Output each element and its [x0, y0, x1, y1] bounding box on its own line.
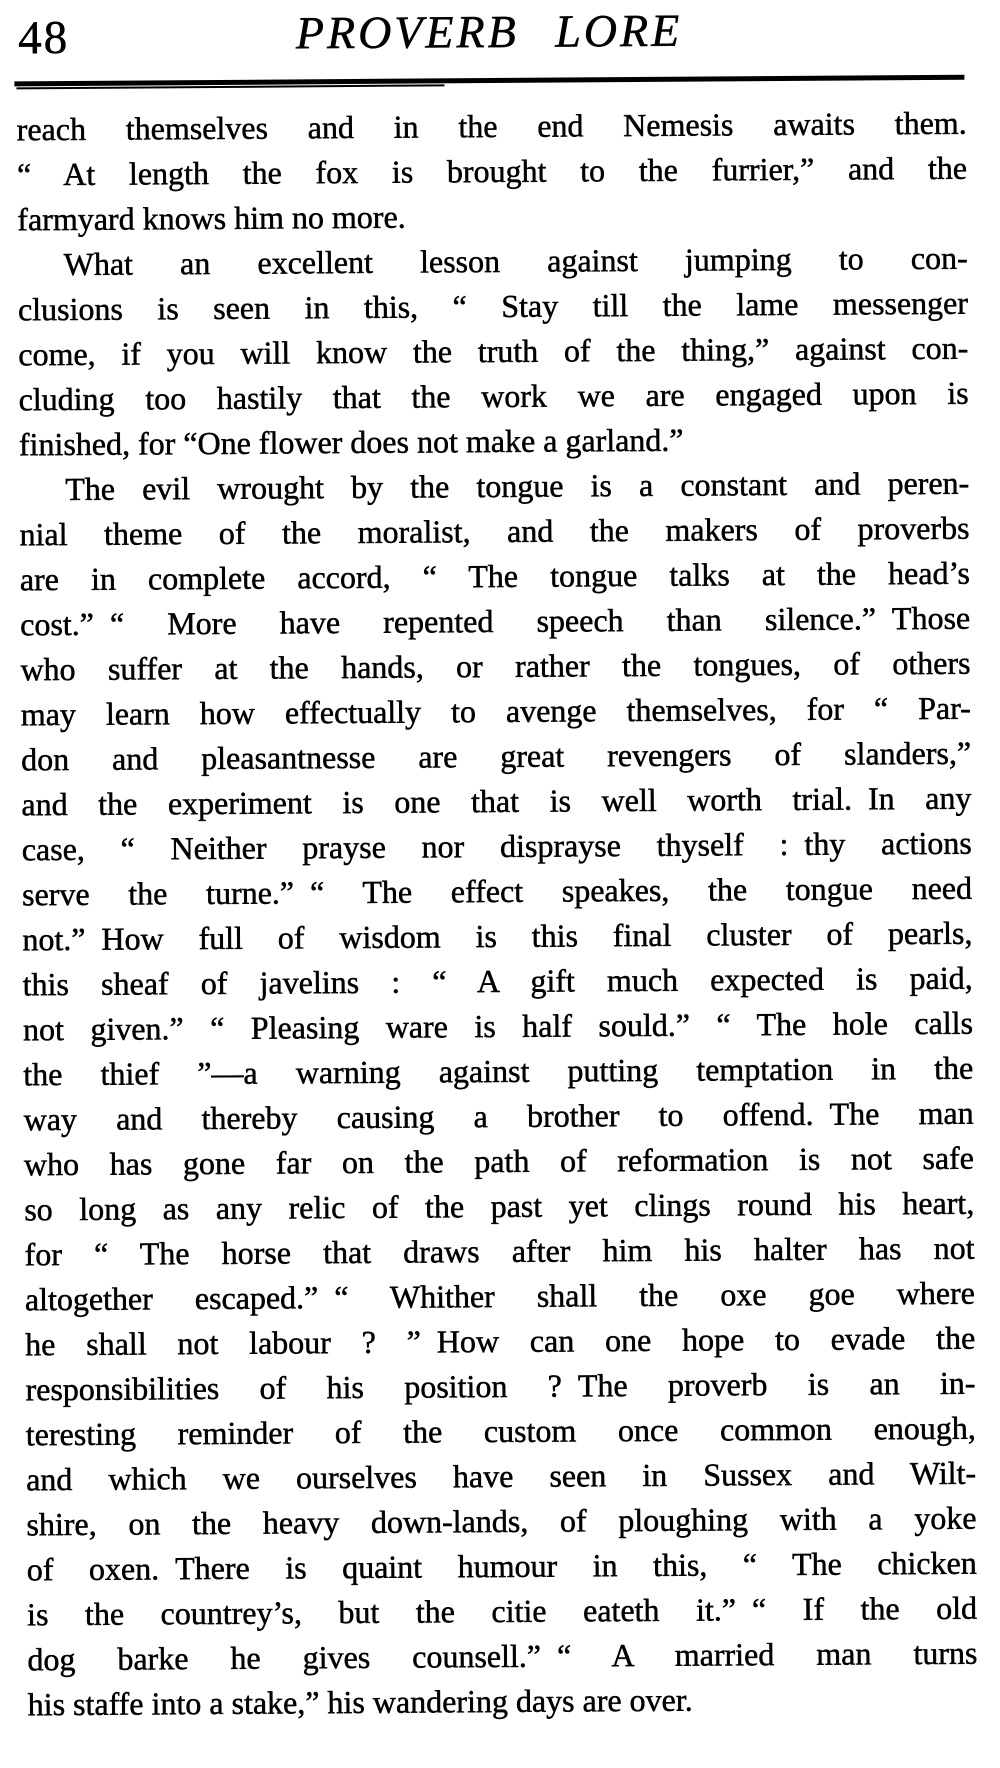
- page-body-text: [17, 101, 978, 1728]
- text-line: serve the turne.” “ The effect speakes, the tongue need: [21, 869, 973, 913]
- text-line: The evil wrought by the tongue is a constant and peren-: [65, 464, 970, 508]
- text-line: farmyard knows him no more.: [17, 198, 406, 238]
- text-line: teresting reminder of the custom once common enough,: [25, 1409, 976, 1453]
- text-line: What an excellent lesson against jumping to con-: [63, 239, 968, 283]
- text-line: of oxen. There is quaint humour in this, “ The chicken: [26, 1544, 977, 1588]
- text-line: cost.” “ More have repented speech than silence.” Those: [20, 599, 971, 643]
- text-line: way and thereby causing a brother to offend. The man: [23, 1094, 974, 1138]
- text-line: for “ The horse that draws after him his halter has not: [24, 1229, 975, 1273]
- text-line: nial theme of the moralist, and the makers of proverbs: [19, 509, 970, 553]
- text-line: is the countrey’s, but the citie eateth it.” “ If the old: [26, 1589, 978, 1633]
- text-line: are in complete accord, “ The tongue talks at the head’s: [19, 554, 970, 598]
- text-line: not given.” “ Pleasing ware is half sould.” “ The hole calls: [22, 1004, 974, 1048]
- header-rule: [14, 75, 964, 87]
- text-line: clusions is seen in this, “ Stay till the lame messenger: [17, 284, 969, 328]
- text-line: who suffer at the hands, or rather the tongues, of others: [20, 644, 971, 688]
- text-line: responsibilities of his position ? The proverb is an in-: [25, 1364, 976, 1408]
- text-line: finished, for “One flower does not make a garland.”: [18, 421, 684, 463]
- text-line: this sheaf of javelins : “ A gift much expected is paid,: [22, 959, 973, 1003]
- text-line: case, “ Neither prayse nor disprayse thyself : thy actions: [21, 824, 972, 868]
- text-line: altogether escaped.” “ Whither shall the oxe goe where: [24, 1274, 976, 1318]
- text-line: don and pleasantnesse are great revengers of slanders,”: [21, 734, 972, 778]
- text-line: he shall not labour ? ” How can one hope to evade the: [25, 1319, 976, 1363]
- text-line: “ At length the fox is brought to the furrier,” and the: [16, 149, 968, 193]
- page-header: [0, 0, 994, 65]
- text-line: shire, on the heavy down-lands, of ploughing with a yoke: [26, 1499, 977, 1543]
- text-line: may learn how effectually to avenge themselves, for “ Par-: [20, 689, 971, 733]
- text-line: come, if you will know the truth of the thing,” against con-: [18, 329, 969, 373]
- page-number: 48: [17, 11, 70, 65]
- text-line: the thief ”—a warning against putting temptation in the: [23, 1049, 974, 1093]
- text-line: dog barke he gives counsell.” “ A married man turns: [27, 1634, 978, 1678]
- page-title: PROVERB LORE: [295, 4, 683, 59]
- text-line: and the experiment is one that is well worth trial. In any: [21, 779, 972, 823]
- text-line: cluding too hastily that the work we are engaged upon is: [18, 374, 969, 418]
- text-line: who has gone far on the path of reformation is not safe: [23, 1139, 975, 1183]
- text-line: and which we ourselves have seen in Sussex and Wilt-: [26, 1454, 977, 1498]
- text-line: his staffe into a stake,” his wandering days are over.: [27, 1681, 693, 1723]
- text-line: reach themselves and in the end Nemesis awaits them.: [16, 104, 967, 148]
- text-line: not.” How full of wisdom is this final cluster of pearls,: [22, 914, 973, 958]
- text-line: so long as any relic of the past yet clings round his heart,: [24, 1184, 975, 1228]
